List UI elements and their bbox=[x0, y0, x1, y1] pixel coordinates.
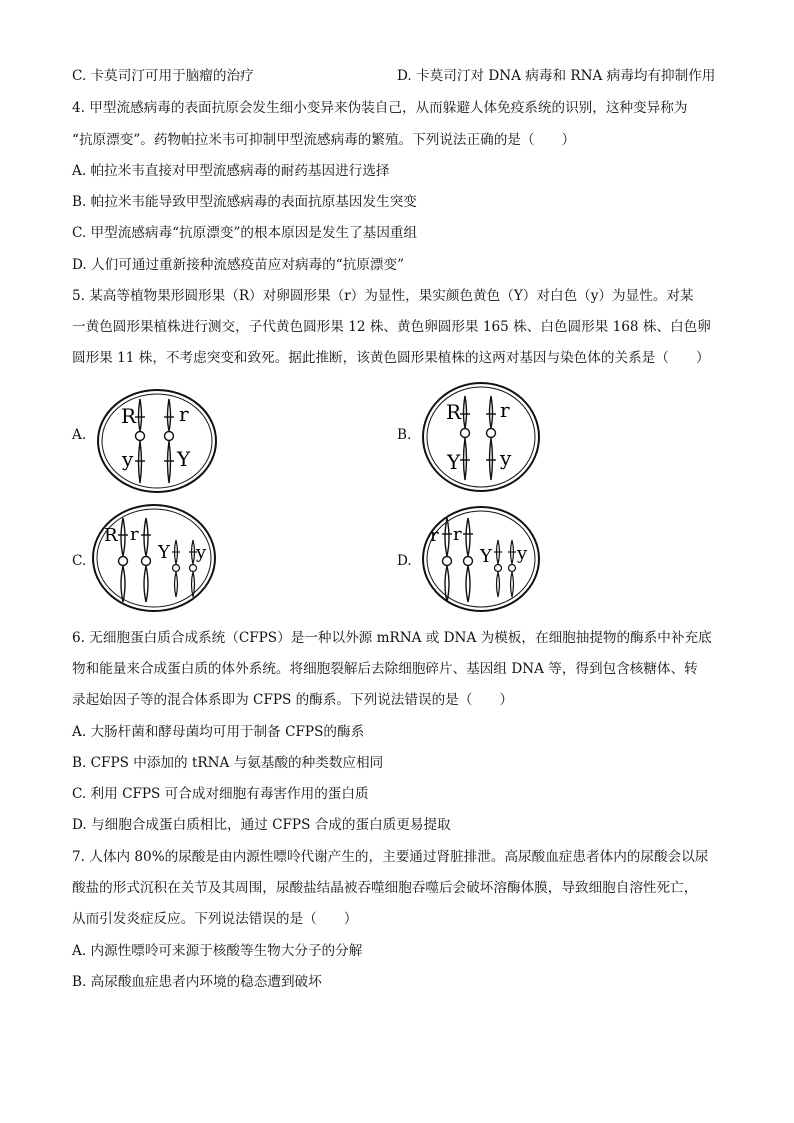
q6-option-d: D. 与细胞合成蛋白质相比，通过 CFPS 合成的蛋白质更易提取 bbox=[72, 817, 451, 833]
q5-stem-line-2: 一黄色圆形果植株进行测交，子代黄色圆形果 12 株、黄色卵圆形果 165 株、白色圆形果 168 株、白色卵 bbox=[72, 319, 711, 335]
gene-label: R bbox=[104, 525, 118, 546]
q7-stem-line-3: 从而引发炎症反应。下列说法错误的是（ ） bbox=[72, 911, 358, 927]
q4-option-b: B. 帕拉米韦能导致甲型流感病毒的表面抗原基因发生突变 bbox=[72, 194, 417, 210]
gene-label: Y bbox=[480, 546, 492, 567]
cell-membrane-inner bbox=[427, 387, 535, 487]
fig-b-cell-diagram bbox=[420, 380, 542, 494]
gene-label: r bbox=[179, 402, 189, 426]
chromosome-small-1 bbox=[494, 540, 502, 597]
q5-stem-line-3: 圆形果 11 株，不考虑突变和致死。据此推断，该黄色圆形果植株的这两对基因与染色体的关系是（ ） bbox=[72, 350, 710, 366]
gene-label: y bbox=[500, 446, 512, 470]
cell-outline bbox=[98, 390, 216, 492]
fig-a-label: A. bbox=[72, 427, 87, 443]
chromosome-1 bbox=[135, 399, 145, 483]
chromosome-small-2 bbox=[508, 540, 516, 597]
q4-option-a: A. 帕拉米韦直接对甲型流感病毒的耐药基因进行选择 bbox=[72, 163, 390, 179]
fig-c-cell-diagram bbox=[90, 502, 218, 614]
q6-option-c: C. 利用 CFPS 可合成对细胞有毒害作用的蛋白质 bbox=[72, 786, 369, 802]
fig-b-label: B. bbox=[397, 427, 412, 443]
q7-option-b: B. 高尿酸血症患者内环境的稳态遭到破坏 bbox=[72, 974, 322, 990]
chromosome-large-1 bbox=[442, 518, 452, 602]
q7-stem-line-2: 酸盐的形式沉积在关节及其周围，尿酸盐结晶被吞噬细胞吞噬后会破坏溶酶体膜，导致细胞自溶性死亡， bbox=[72, 880, 698, 896]
q6-option-b: B. CFPS 中添加的 tRNA 与氨基酸的种类数应相同 bbox=[72, 755, 384, 771]
gene-label: y bbox=[122, 447, 134, 471]
q4-stem-line-1: 4. 甲型流感病毒的表面抗原会发生细小变异来伪装自己，从而躲避人体免疫系统的识别，这种变异称为 bbox=[72, 100, 688, 116]
gene-label: r bbox=[453, 524, 462, 545]
q4-option-d: D. 人们可通过重新接种流感疫苗应对病毒的“抗原漂变” bbox=[72, 257, 405, 273]
chromosome-small-1 bbox=[172, 540, 180, 597]
gene-label: y bbox=[196, 542, 207, 563]
gene-label: r bbox=[130, 524, 139, 545]
q5-stem-line-1: 5. 某高等植物果形圆形果（R）对卵圆形果（r）为显性，果实颜色黄色（Y）对白色（y）为显性。对某 bbox=[72, 288, 694, 304]
fig-a-cell-diagram bbox=[95, 387, 219, 495]
gene-label: y bbox=[517, 543, 528, 564]
gene-label: R bbox=[446, 400, 462, 424]
q6-stem-line-1: 6. 无细胞蛋白质合成系统（CFPS）是一种以外源 mRNA 或 DNA 为模板，在细胞抽提物的酶系中补充底 bbox=[72, 630, 712, 646]
q3-option-c: C. 卡莫司汀可用于脑瘤的治疗 bbox=[72, 68, 254, 84]
gene-label: R bbox=[121, 404, 137, 428]
chromosome-large-2 bbox=[141, 518, 151, 602]
fig-d-cell-diagram bbox=[420, 504, 542, 614]
q6-stem-line-2: 物和能量来合成蛋白质的体外系统。将细胞裂解后去除细胞碎片、基因组 DNA 等，得到包含核糖体、转 bbox=[72, 661, 698, 677]
cell-membrane-inner bbox=[102, 394, 212, 488]
chromosome-large-1 bbox=[118, 518, 128, 602]
gene-label: Y bbox=[447, 450, 461, 474]
fig-d-label: D. bbox=[397, 553, 412, 569]
q6-stem-line-3: 录起始因子等的混合体系即为 CFPS 的酶系。下列说法错误的是（ ） bbox=[72, 692, 514, 708]
q4-stem-line-2: “抗原漂变”。药物帕拉米韦可抑制甲型流感病毒的繁殖。下列说法正确的是（ ） bbox=[72, 132, 576, 148]
chromosome-2 bbox=[164, 399, 174, 483]
chromosome-2 bbox=[486, 396, 496, 480]
chromosome-1 bbox=[460, 396, 470, 480]
q6-option-a: A. 大肠杆菌和酵母菌均可用于制备 CFPS的酶系 bbox=[72, 724, 365, 740]
q7-option-a: A. 内源性嘌呤可来源于核酸等生物大分子的分解 bbox=[72, 943, 363, 959]
gene-label: Y bbox=[177, 447, 191, 471]
q4-option-c: C. 甲型流感病毒“抗原漂变”的根本原因是发生了基因重组 bbox=[72, 225, 418, 241]
fig-c-label: C. bbox=[72, 553, 87, 569]
chromosome-large-2 bbox=[463, 518, 473, 602]
cell-outline bbox=[423, 383, 539, 491]
gene-label: Y bbox=[158, 542, 170, 563]
q3-option-d: D. 卡莫司汀对 DNA 病毒和 RNA 病毒均有抑制作用 bbox=[397, 68, 716, 84]
q7-stem-line-1: 7. 人体内 80%的尿酸是由内源性嘌呤代谢产生的，主要通过肾脏排泄。高尿酸血症患者体内的尿酸会以尿 bbox=[72, 849, 709, 865]
gene-label: r bbox=[430, 525, 439, 546]
gene-label: r bbox=[500, 398, 510, 422]
